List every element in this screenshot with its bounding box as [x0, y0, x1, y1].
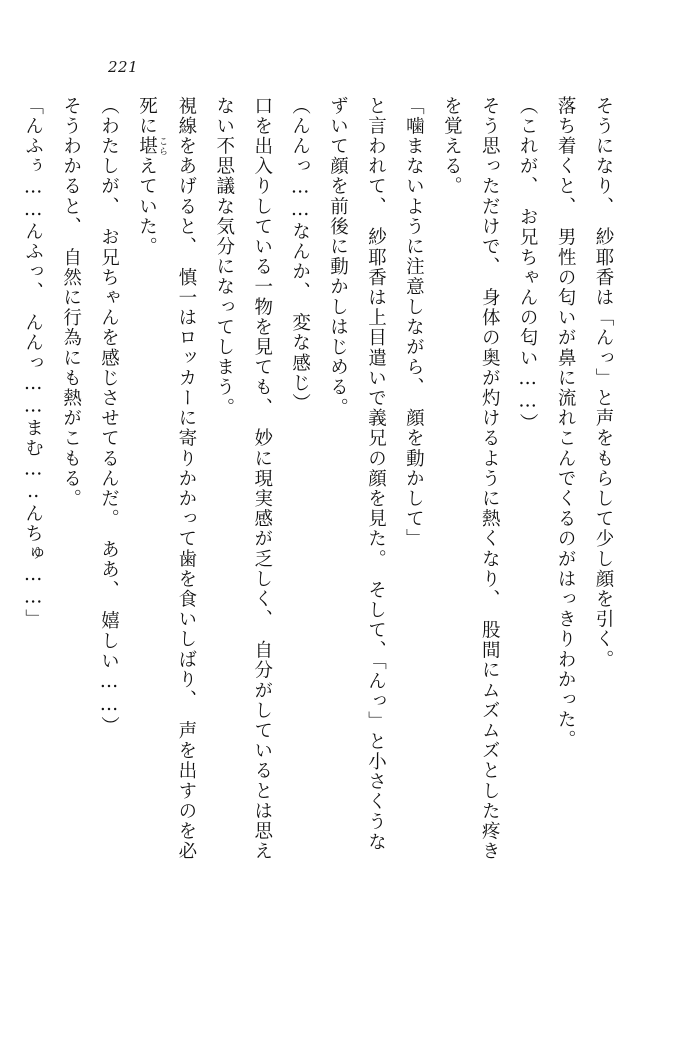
text-line: 「噛まないように注意しながら、 顔を動かして」 [403, 96, 425, 550]
text-line: そうになり、 紗耶香は「んっ」と声をもらして少し顔を引く。 [593, 96, 614, 670]
text-line: （んんっ……なんか、 変な感じ） [289, 96, 311, 414]
text-line: 「んふぅ……んふっ、 んんっ……まむ…‥んちゅ……」 [22, 96, 44, 630]
text-line: 視線をあげると、 慎一はロッカーに寄りかかって歯を食いしばり、 声を出すのを必 [175, 96, 197, 862]
text-line: （わたしが、 お兄ちゃんを感じさせてるんだ。 ああ、 嬉しい……） [98, 96, 120, 737]
text-line: そうわかると、 自然に行為にも熱がこもる。 [60, 96, 82, 509]
text-line: ずいて顔を前後に動かしはじめる。 [327, 96, 349, 418]
text-line: 死に堪 こらえていた。 [136, 96, 167, 257]
text-line: を覚える。 [441, 96, 463, 197]
text-line: と言われて、 紗耶香は上目遣いで義兄の顔を見た。 そして、「んっ」と小さくうな [365, 96, 387, 853]
text-line: そう思っただけで、 身体の奥が灼けるように熱くなり、 股間にムズムズとした疼き [479, 96, 501, 862]
text-line: 口を出入りしている一物を見ても、 妙に現実感が乏しく、 自分がしているとは思え [251, 96, 273, 862]
text-line: （これが、 お兄ちゃんの匂い……） [517, 96, 539, 434]
text-line: ない不思議な気分になってしまう。 [213, 96, 235, 418]
ruby-annotation: 堪 こら [136, 136, 167, 157]
text-line: 落ち着くと、 男性の匂いが鼻に流れこんでくるのがはっきりわかった。 [555, 96, 577, 751]
vertical-body-text [22, 96, 622, 906]
page-number: 221 [108, 58, 139, 76]
